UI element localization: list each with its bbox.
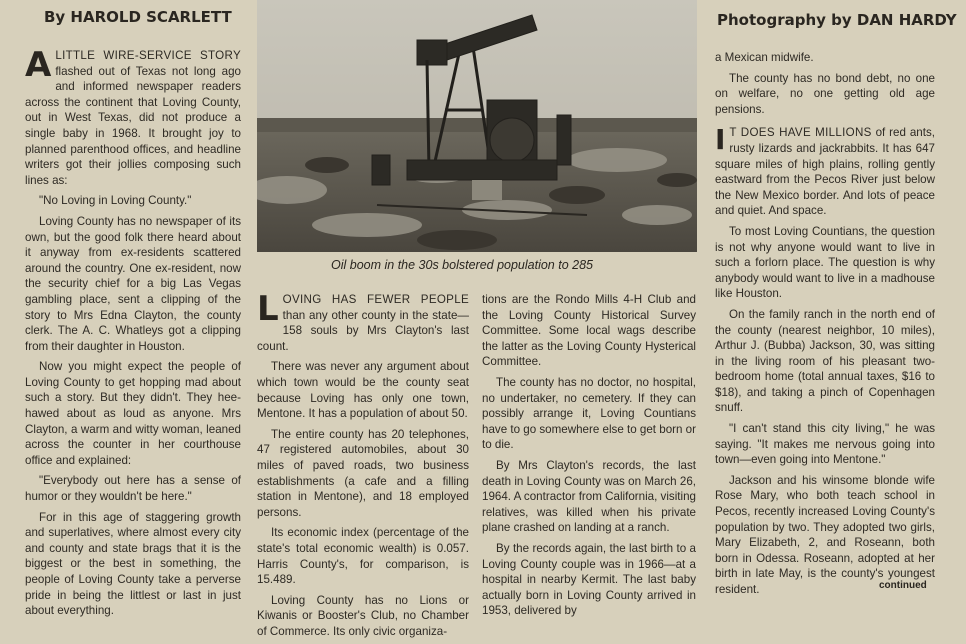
drop-cap: A bbox=[25, 45, 52, 85]
continued-label: continued bbox=[879, 580, 927, 591]
oil-pump-jack-photo bbox=[257, 0, 697, 252]
paragraph: The county has no bond debt, no one on welfare, no one getting old age pensions. bbox=[715, 71, 935, 116]
paragraph-text: flashed out of Texas not long ago and informed newspaper readers across the continent that Loving County, out in West Texas, did not produce a single baby in 1968. It brought joy to planned parenthood offices, and headline writers got their jollies composing such lines as: bbox=[25, 64, 241, 187]
paragraph: Now you might expect the people of Loving County to get hopping mad about such a story. But they didn't. They hee-hawed about as loud as anyone. Mrs Clayton, a warm and witty woman, leaned across the counter in her courthouse office and explained: bbox=[25, 360, 241, 467]
paragraph: By Mrs Clayton's records, the last death in Loving County was on March 26, 1964. A contractor from California, visiting relatives, was killed when his private plane crashed on landing at a ranch. bbox=[482, 458, 696, 535]
paragraph-text: of red ants, rusty lizards and jackrabbits. It has 647 square miles of high plains, rolling gently eastward from the Pecos River just below the New Mexico border. And lots of peace and quiet. And space. bbox=[715, 126, 935, 218]
lead-in: T DOES HAVE MILLIONS bbox=[729, 126, 872, 140]
paragraph: Loving County has no Lions or Kiwanis or Booster's Club, no Chamber of Commerce. Its only civic organiza- bbox=[257, 593, 469, 638]
paragraph: By the records again, the last birth to a Loving County couple was in 1966—at a hospital in nearby Kermit. The last baby actually born in Loving County arrived in 1953, delivered by bbox=[482, 541, 696, 618]
paragraph: On the family ranch in the north end of the county (nearest neighbor, 10 miles), Arthur J. (Bubba) Jackson, 30, was sitting in the living room of his pleasant two-bedroom home (total annual taxes, $16 to $18), and taking a pinch of Copenhagen snuff. bbox=[715, 307, 935, 415]
article-column-1 bbox=[25, 45, 241, 624]
paragraph: For in this age of staggering growth and superlatives, where almost every city and county and state brags that it is the biggest or the best in something, the people of Loving County take a perverse pride in being the littlest or last in just about everything. bbox=[25, 510, 241, 618]
paragraph: "No Loving in Loving County." bbox=[39, 194, 192, 208]
column-4-section-paragraph bbox=[715, 125, 935, 219]
article-column-3 bbox=[482, 292, 696, 624]
byline-author: By HAROLD SCARLETT bbox=[44, 8, 232, 26]
paragraph: The county has no doctor, no hospital, no undertaker, no cemetery. If they can possibly arrange it, Loving Countians have to go somewhere else to get born or to die. bbox=[482, 375, 696, 452]
paragraph: There was never any argument about which town would be the county seat because Loving has only one town, Mentone. It has a population of about 50. bbox=[257, 360, 469, 421]
lead-in: OVING HAS FEWER PEOPLE bbox=[282, 293, 469, 306]
article-column-2 bbox=[257, 289, 469, 644]
column-1-lead-paragraph bbox=[25, 45, 241, 188]
drop-cap: L bbox=[257, 289, 279, 329]
paragraph: The entire county has 20 telephones, 47 registered automobiles, about 30 miles of paved roads, two business establishments (a cafe and a filling station in Mentone), and 18 employed persons. bbox=[257, 427, 469, 519]
column-2-lead-paragraph bbox=[257, 289, 469, 354]
paragraph: To most Loving Countians, the question is not why anyone would want to live in such a forlorn place. The question is why anybody would want to live in a madhouse like Houston. bbox=[715, 224, 935, 301]
paragraph: tions are the Rondo Mills 4-H Club and the Loving County Historical Survey Committee. Some local wags describe the latter as the Loving County Hysterical Committee. bbox=[482, 293, 696, 369]
paragraph: Jackson and his winsome blonde wife Rose Mary, who both teach school in Pecos, recently increased Loving County's population by two. They adopted two girls, Mary Elizabeth, 2, and Roseann, both born in Odessa. Roseann, adopted at her birth in late May, is the county's youngest resident. bbox=[715, 473, 935, 596]
paragraph: "I can't stand this city living," he was saying. "It makes me nervous going into town—even going into Mentone." bbox=[715, 422, 935, 467]
drop-cap: I bbox=[715, 123, 726, 157]
paragraph: Loving County has no newspaper of its own, but the good folk there heard about it anyway from ex-residents scattered around the country. One ex-resident, now the security chief for a big Las Vegas gambling place, sent a clipping of the story to Mrs Edna Clayton, the county clerk. The A. C. Whatleys got a clipping from their daughter in Houston. bbox=[25, 214, 241, 353]
paragraph: "Everybody out here has a sense of humor or they wouldn't be here." bbox=[25, 474, 241, 504]
article-column-4 bbox=[715, 50, 935, 603]
paragraph-text: than any other county in the state—158 souls by Mrs Clayton's last count. bbox=[257, 308, 469, 353]
photo-caption: Oil boom in the 30s bolstered population to 285 bbox=[331, 258, 593, 272]
paragraph: a Mexican midwife. bbox=[715, 51, 814, 64]
byline-photographer: Photography by DAN HARDY bbox=[717, 11, 957, 29]
paragraph: Its economic index (percentage of the state's total economic wealth) is 0.057. Harris County's, for comparison, is 15.489. bbox=[257, 526, 469, 587]
lead-in: LITTLE WIRE-SERVICE STORY bbox=[55, 49, 241, 62]
